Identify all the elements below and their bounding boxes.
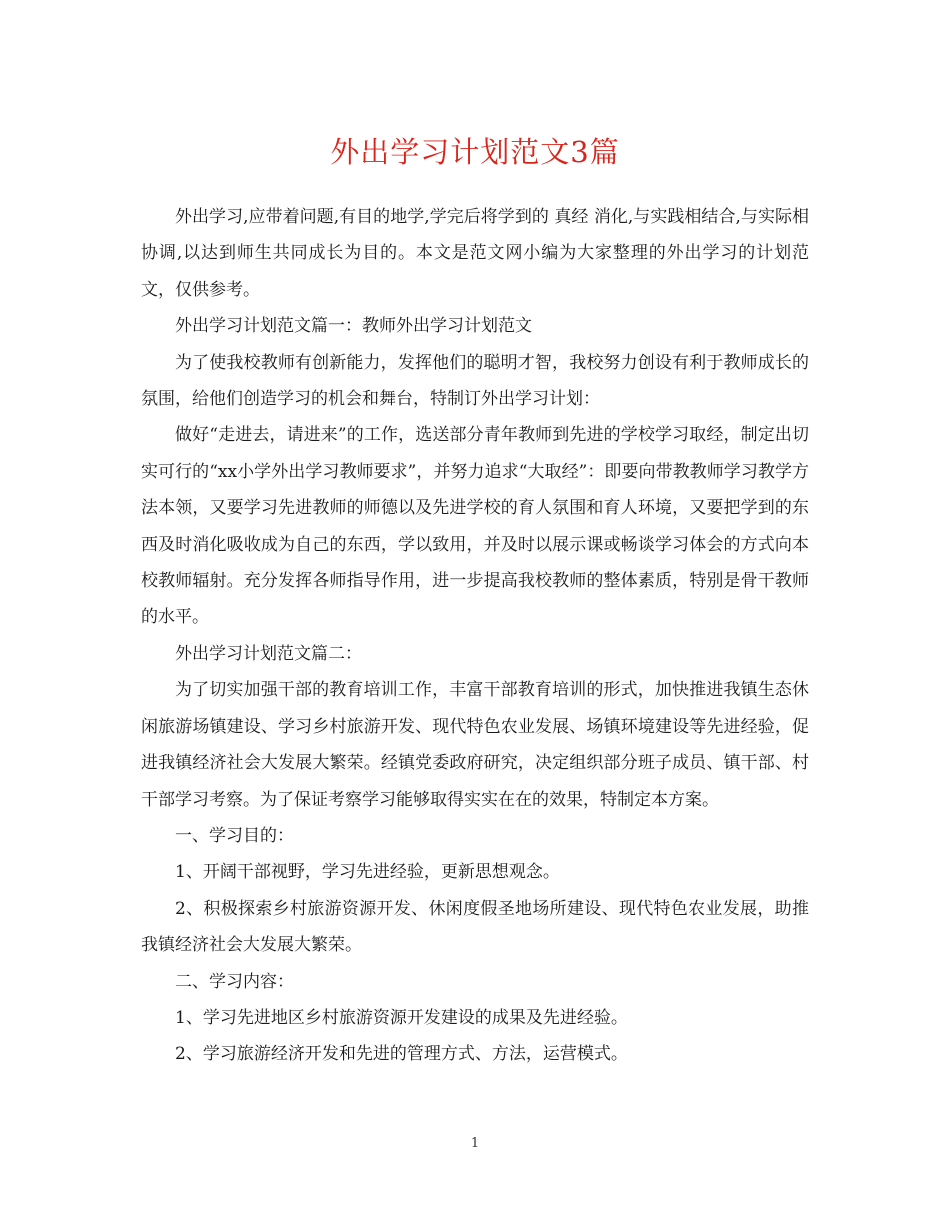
paragraph-subheading: 二、学习内容： <box>175 971 294 992</box>
paragraph-section-two-heading: 外出学习计划范文篇二： <box>175 643 362 664</box>
page-number: 1 <box>470 1136 480 1151</box>
list-item: 1、学习先进地区乡村旅游资源开发建设的成果及先进经验。 <box>175 1007 628 1028</box>
paragraph-section-one-heading: 外出学习计划范文篇一：教师外出学习计划范文 <box>175 316 532 337</box>
paragraph: 做好“走进去，请进来”的工作，选送部分青年教师到先进的学校学习取经，制定出切实可行的“xx小学外出学习教师要求”，并努力追求“大取经”：即要向带教教师学习教学方法本领，又要学习先进教师的师德以及先进学校的育人氛围和育人环境，又要把学到的东西及时消化吸收成为自己的东西，学以致用，并及时以展示课或畅谈学习体会的方式向本校教师辐射。充分发挥各师指导作用，进一步提高我校教师的整体素质，特别是骨干教师的水平。 <box>141 425 809 628</box>
list-item: 2、学习旅游经济开发和先进的管理方式、方法，运营模式。 <box>175 1044 628 1065</box>
paragraph: 为了使我校教师有创新能力，发挥他们的聪明才智，我校努力创设有利于教师成长的氛围，给他们创造学习的机会和舞台，特制订外出学习计划： <box>141 352 809 410</box>
list-item: 2、积极探索乡村旅游资源开发、休闲度假圣地场所建设、现代特色农业发展，助推我镇经济社会大发展大繁荣。 <box>141 898 809 956</box>
document-body <box>141 199 809 1073</box>
document-title: 外出学习计划范文3篇 <box>330 135 620 169</box>
list-item: 1、开阔干部视野，学习先进经验，更新思想观念。 <box>175 862 560 883</box>
paragraph-subheading: 一、学习目的： <box>175 825 294 846</box>
paragraph-intro: 外出学习,应带着问题,有目的地学,学完后将学到的 真经 消化,与实践相结合,与实际相协调,以达到师生共同成长为目的。本文是范文网小编为大家整理的外出学习的计划范文，仅供参考。 <box>141 207 809 300</box>
paragraph: 为了切实加强干部的教育培训工作，丰富干部教育培训的形式，加快推进我镇生态休闲旅游场镇建设、学习乡村旅游开发、现代特色农业发展、场镇环境建设等先进经验，促进我镇经济社会大发展大繁荣。经镇党委政府研究，决定组织部分班子成员、镇干部、村干部学习考察。为了保证考察学习能够取得实实在在的效果，特制定本方案。 <box>141 680 809 810</box>
